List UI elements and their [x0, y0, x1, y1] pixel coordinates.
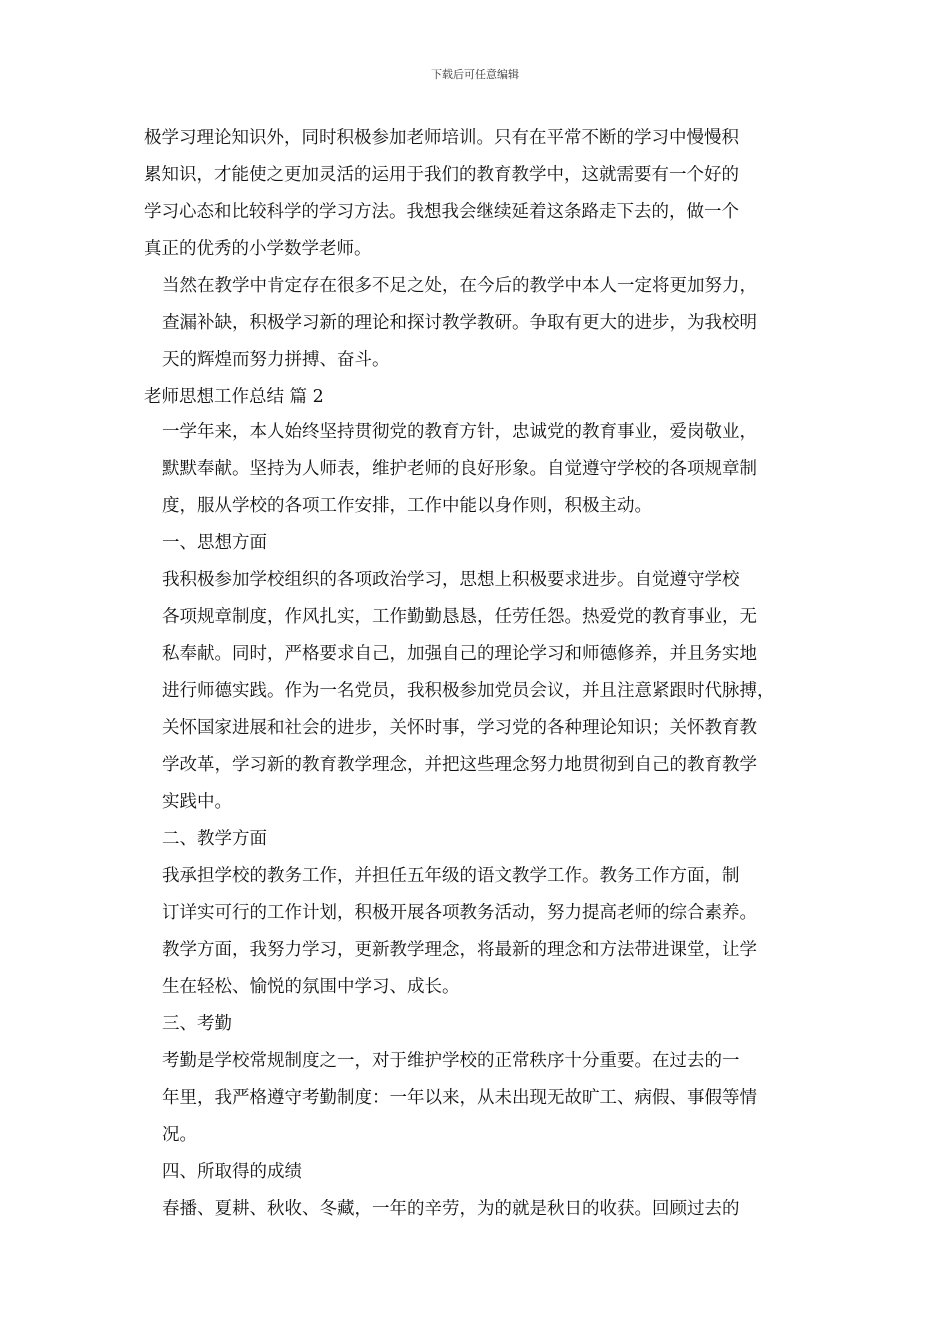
text-line: 天的辉煌而努力拼搏、奋斗。	[162, 350, 390, 370]
paragraph	[144, 1191, 824, 1228]
text-line: 我承担学校的教务工作，并担任五年级的语文教学工作。教务工作方面，制	[162, 866, 740, 886]
text-line: 生在轻松、愉悦的氛围中学习、成长。	[162, 977, 460, 997]
heading-line: 二、教学方面	[162, 829, 267, 849]
page-header-note: 下载后可任意编辑	[431, 68, 519, 81]
text-line: 学改革，学习新的教育教学理念，并把这些理念努力地贯彻到自己的教育教学	[162, 755, 757, 775]
text-line: 累知识，才能使之更加灵活的运用于我们的教育教学中，这就需要有一个好的	[144, 165, 739, 185]
subheading	[144, 1006, 824, 1043]
text-line: 教学方面，我努力学习，更新教学理念，将最新的理念和方法带进课堂，让学	[162, 940, 757, 960]
title-line: 老师思想工作总结 篇 2	[144, 387, 324, 407]
heading-line: 三、考勤	[162, 1014, 232, 1034]
text-line: 真正的优秀的小学数学老师。	[144, 239, 372, 259]
text-line: 订详实可行的工作计划，积极开展各项教务活动，努力提高老师的综合素养。	[162, 903, 757, 923]
text-line: 关怀国家进展和社会的进步，关怀时事，学习党的各种理论知识；关怀教育教	[162, 718, 757, 738]
document-body	[144, 120, 824, 1228]
text-line: 查漏补缺，积极学习新的理论和探讨教学教研。争取有更大的进步，为我校明	[162, 313, 757, 333]
section-title	[144, 381, 824, 414]
heading-line: 一、思想方面	[162, 533, 267, 553]
text-line: 进行师德实践。作为一名党员，我积极参加党员会议，并且注意紧跟时代脉搏，	[162, 681, 775, 701]
paragraph	[144, 414, 824, 525]
text-line: 一学年来，本人始终坚持贯彻党的教育方针，忠诚党的教育事业，爱岗敬业，	[162, 422, 757, 442]
text-line: 春播、夏耕、秋收、冬藏，一年的辛劳，为的就是秋日的收获。回顾过去的	[162, 1199, 740, 1219]
text-line: 年里，我严格遵守考勤制度：一年以来，从未出现无故旷工、病假、事假等情	[162, 1088, 757, 1108]
text-line: 各项规章制度，作风扎实，工作勤勤恳恳，任劳任怨。热爱党的教育事业，无	[162, 607, 757, 627]
text-line: 极学习理论知识外，同时积极参加老师培训。只有在平常不断的学习中慢慢积	[144, 128, 739, 148]
text-line: 默默奉献。坚持为人师表，维护老师的良好形象。自觉遵守学校的各项规章制	[162, 459, 757, 479]
text-line: 况。	[162, 1125, 197, 1145]
text-line: 当然在教学中肯定存在很多不足之处，在今后的教学中本人一定将更加努力，	[162, 276, 757, 296]
text-line: 私奉献。同时，严格要求自己，加强自己的理论学习和师德修养，并且务实地	[162, 644, 757, 664]
text-line: 实践中。	[162, 792, 232, 812]
text-line: 考勤是学校常规制度之一，对于维护学校的正常秩序十分重要。在过去的一	[162, 1051, 740, 1071]
paragraph	[144, 268, 824, 379]
paragraph-continuation	[144, 120, 824, 268]
paragraph	[144, 1043, 824, 1154]
text-line: 度，服从学校的各项工作安排，工作中能以身作则，积极主动。	[162, 496, 652, 516]
subheading	[144, 525, 824, 562]
subheading	[144, 1154, 824, 1191]
subheading	[144, 821, 824, 858]
text-line: 我积极参加学校组织的各项政治学习，思想上积极要求进步。自觉遵守学校	[162, 570, 740, 590]
paragraph	[144, 858, 824, 1006]
text-line: 学习心态和比较科学的学习方法。我想我会继续延着这条路走下去的，做一个	[144, 202, 739, 222]
paragraph	[144, 562, 824, 821]
heading-line: 四、所取得的成绩	[162, 1162, 302, 1182]
